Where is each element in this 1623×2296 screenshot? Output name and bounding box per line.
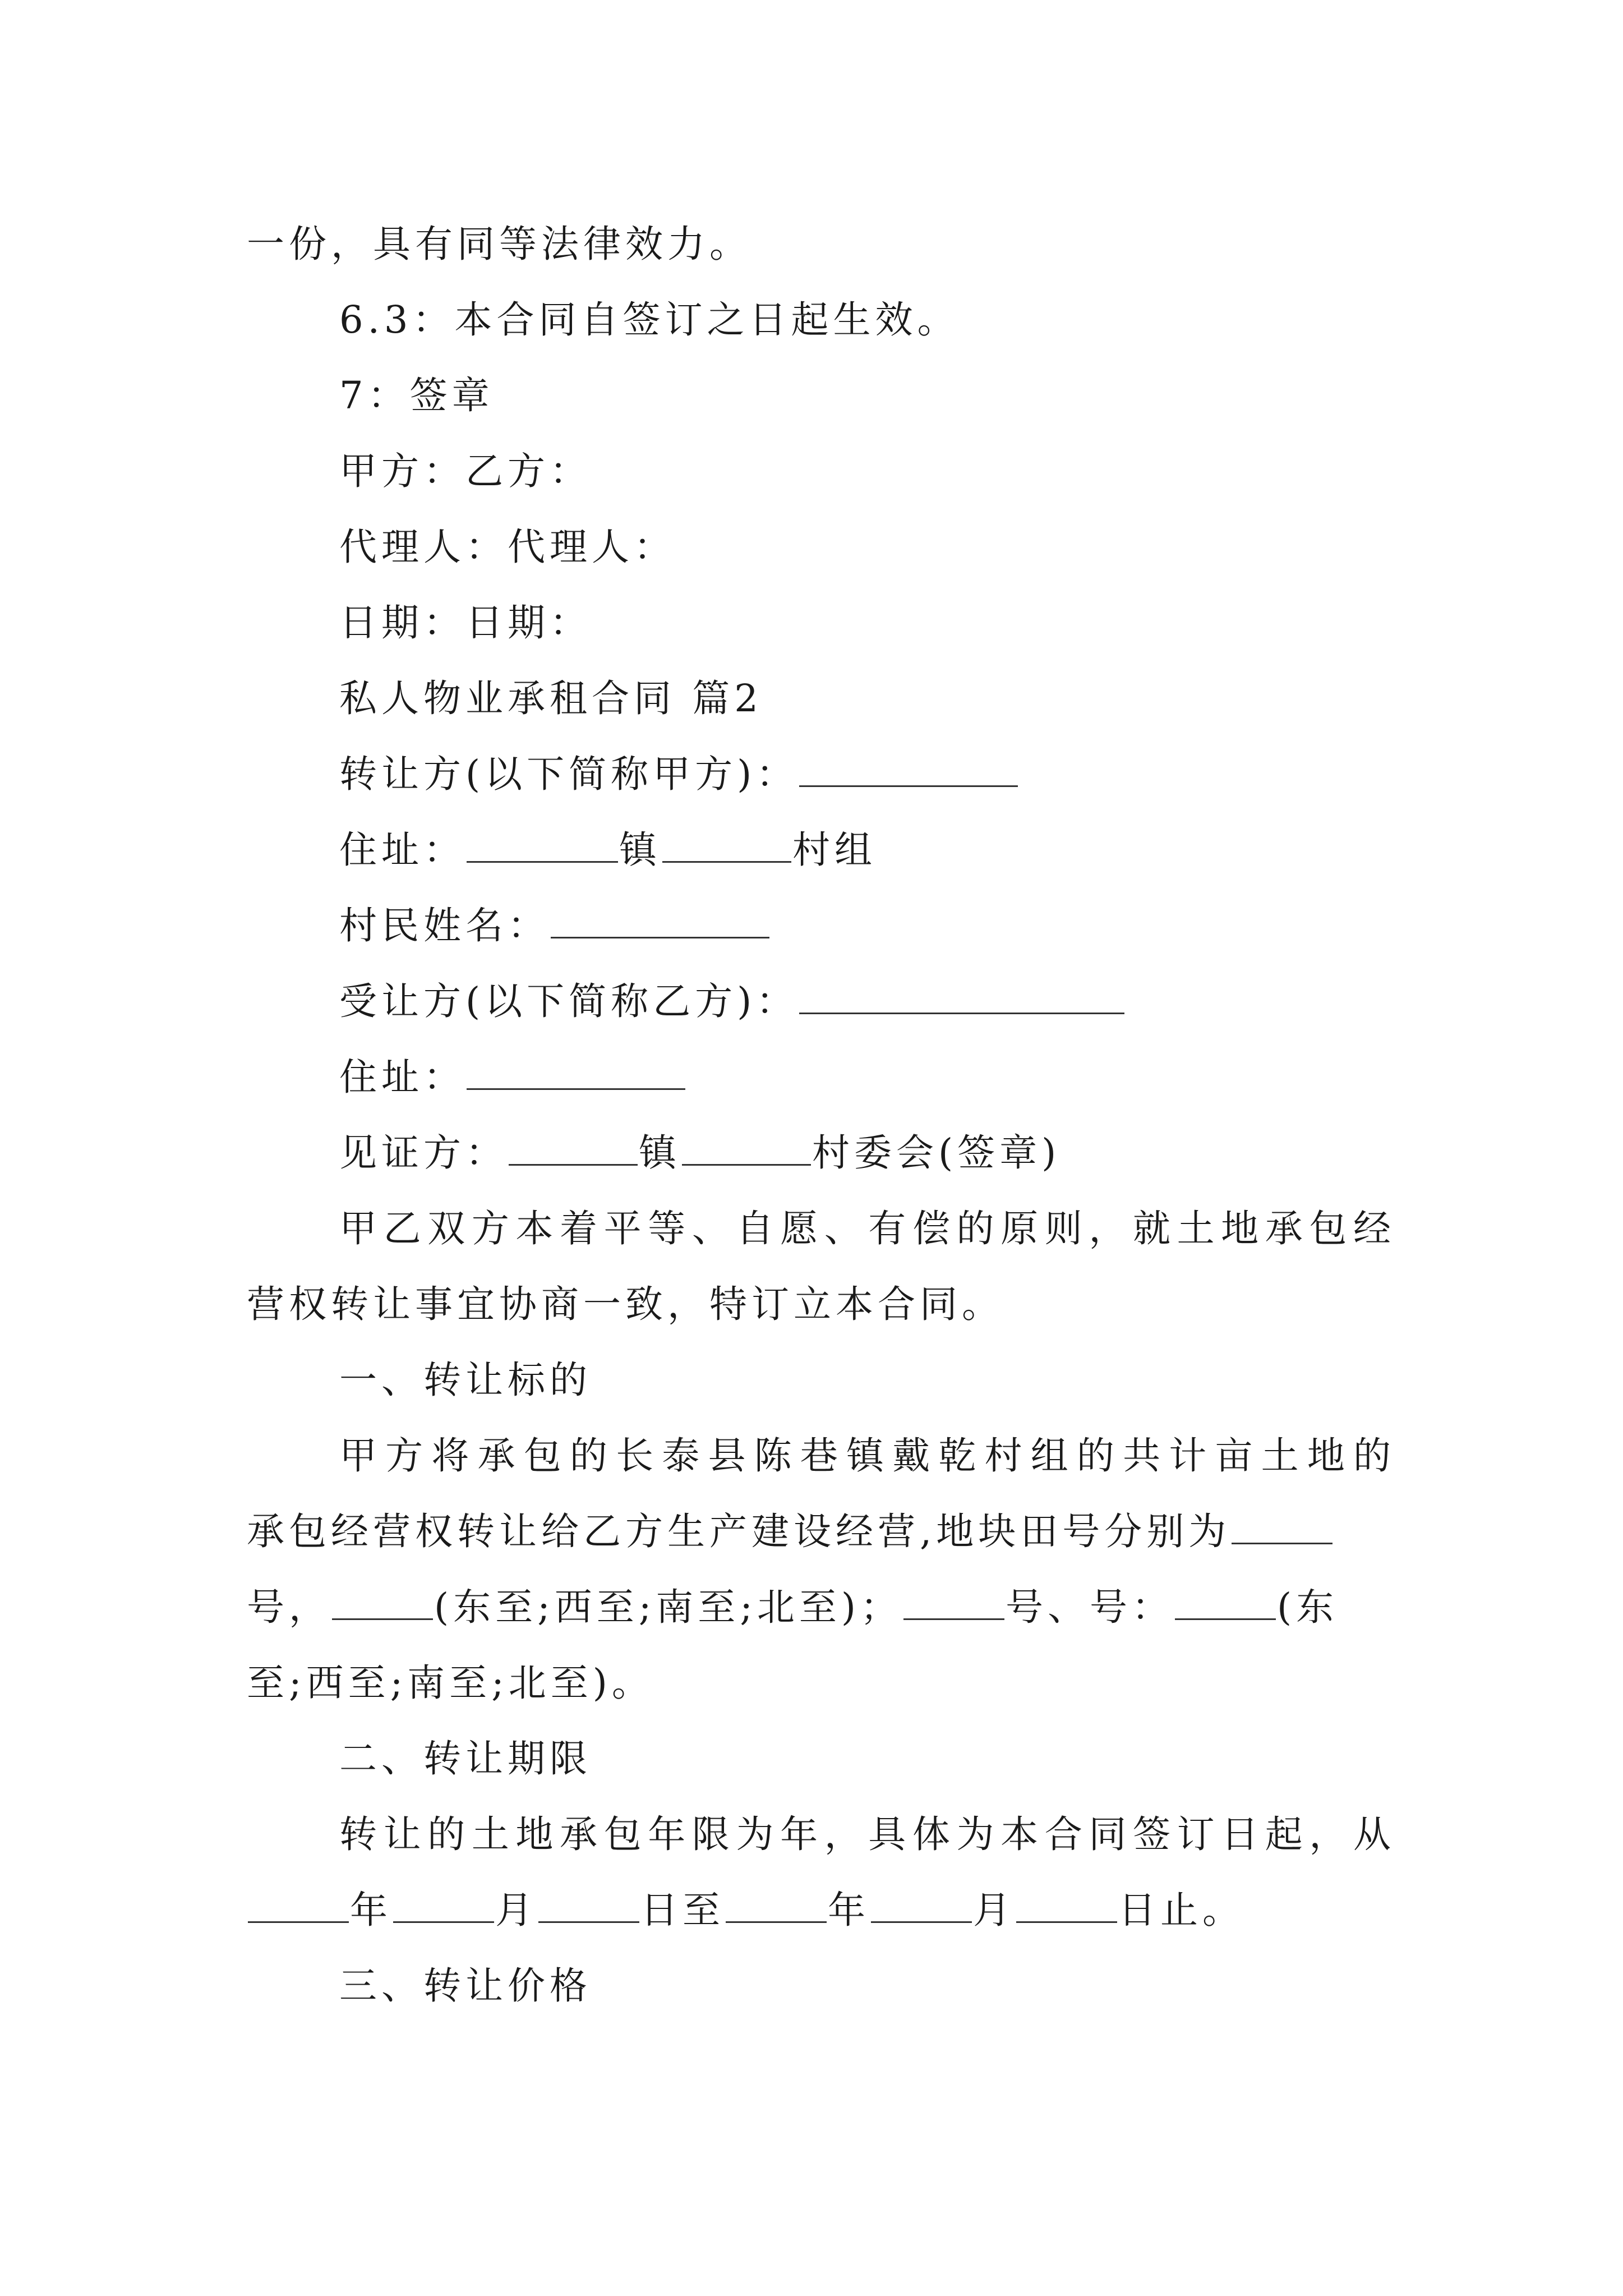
- blank-field: [799, 980, 1124, 1014]
- blank-field: [903, 1586, 1004, 1620]
- line-text: 年: [828, 1888, 870, 1932]
- line-text: 住址：: [339, 828, 465, 872]
- line-text: 年: [350, 1888, 392, 1932]
- paragraph-line: [339, 1433, 1391, 1478]
- line-text: 代理人：代理人：: [339, 525, 676, 569]
- line-text: 镇: [619, 828, 661, 872]
- section-3-heading: [339, 1963, 1483, 2008]
- line-text: 住址：: [339, 1055, 465, 1099]
- paragraph-line: [247, 1282, 1391, 1327]
- line-text: 日期：日期：: [339, 601, 592, 645]
- line-text: 月: [495, 1888, 537, 1932]
- line-text: 至;西至;南至;北至)。: [247, 1661, 654, 1705]
- line-text: 日至: [640, 1888, 725, 1932]
- blank-field: [1232, 1510, 1332, 1544]
- line-text: 镇: [639, 1131, 681, 1175]
- line-text: 号、号：: [1006, 1585, 1174, 1629]
- line-text: 村委会(签章): [812, 1131, 1061, 1175]
- blank-field: [1175, 1586, 1276, 1620]
- blank-field: [538, 1889, 639, 1923]
- villager-name-line: [339, 903, 1483, 948]
- line-text: 甲乙双方本着平等、自愿、有偿的原则，就土地承包经: [339, 1207, 1391, 1250]
- line-text: 7：签章: [339, 374, 494, 417]
- blank-field: [1016, 1889, 1117, 1923]
- line-text: 6.3：本合同自签订之日起生效。: [339, 298, 960, 342]
- signature-agent-line: [339, 524, 1483, 569]
- line-text: 转让的土地承包年限为年，具体为本合同签订日起，从: [339, 1812, 1391, 1856]
- paragraph-line: [339, 1206, 1391, 1251]
- address-line: [339, 827, 1483, 872]
- blank-field: [393, 1889, 494, 1923]
- line-text: 一、转让标的: [339, 1358, 592, 1402]
- section-7-heading: [339, 373, 1483, 418]
- line-text: 转让方(以下简称甲方)：: [339, 752, 799, 796]
- blank-field: [662, 829, 791, 863]
- blank-field: [248, 1889, 349, 1923]
- line-text: 私人物业承租合同 篇2: [339, 677, 763, 720]
- blank-field: [682, 1131, 811, 1166]
- blank-field: [551, 904, 769, 938]
- line-text: 日止。: [1118, 1888, 1244, 1932]
- line-text: 甲方将承包的长泰县陈巷镇戴乾村组的共计亩土地的: [339, 1434, 1391, 1478]
- line-text: 一份，具有同等法律效力。: [247, 222, 751, 266]
- transferee-line: [339, 979, 1483, 1024]
- line-text: 号，: [247, 1585, 331, 1629]
- line-text: 受让方(以下简称乙方)：: [339, 979, 799, 1023]
- blank-field: [467, 1056, 685, 1090]
- paragraph-line: [247, 1660, 1391, 1705]
- line-text: (东至;西至;南至;北至)；: [434, 1585, 902, 1629]
- line-text: 甲方：乙方：: [339, 449, 592, 493]
- blank-field: [871, 1889, 972, 1923]
- line-text: (东: [1277, 1585, 1339, 1629]
- blank-field: [467, 829, 618, 863]
- line-text: 二、转让期限: [339, 1737, 592, 1780]
- line-text: 村民姓名：: [339, 904, 550, 947]
- line-text: 月: [973, 1888, 1015, 1932]
- signature-party-line: [339, 449, 1483, 494]
- paragraph-line: [247, 1585, 1391, 1630]
- witness-line: [339, 1130, 1483, 1175]
- blank-field: [509, 1131, 638, 1166]
- contract-title: [339, 676, 1483, 721]
- line-text: 三、转让价格: [339, 1964, 592, 2008]
- line-text: 营权转让事宜协商一致，特订立本合同。: [247, 1282, 1004, 1326]
- blank-field: [332, 1586, 433, 1620]
- blank-field: [726, 1889, 827, 1923]
- text-line: [247, 222, 1391, 266]
- section-2-heading: [339, 1736, 1483, 1781]
- transferor-line: [339, 752, 1483, 797]
- date-range-line: [247, 1888, 1391, 1932]
- clause-6-3: [339, 297, 1483, 342]
- paragraph-line: [339, 1812, 1391, 1857]
- paragraph-line: [247, 1509, 1391, 1554]
- line-text: 村组: [792, 828, 877, 872]
- section-1-heading: [339, 1358, 1483, 1402]
- transferee-address-line: [339, 1055, 1483, 1099]
- blank-field: [799, 753, 1018, 787]
- line-text: 承包经营权转让给乙方生产建设经营,地块田号分别为: [247, 1510, 1231, 1553]
- line-text: 见证方：: [339, 1131, 508, 1175]
- signature-date-line: [339, 600, 1483, 645]
